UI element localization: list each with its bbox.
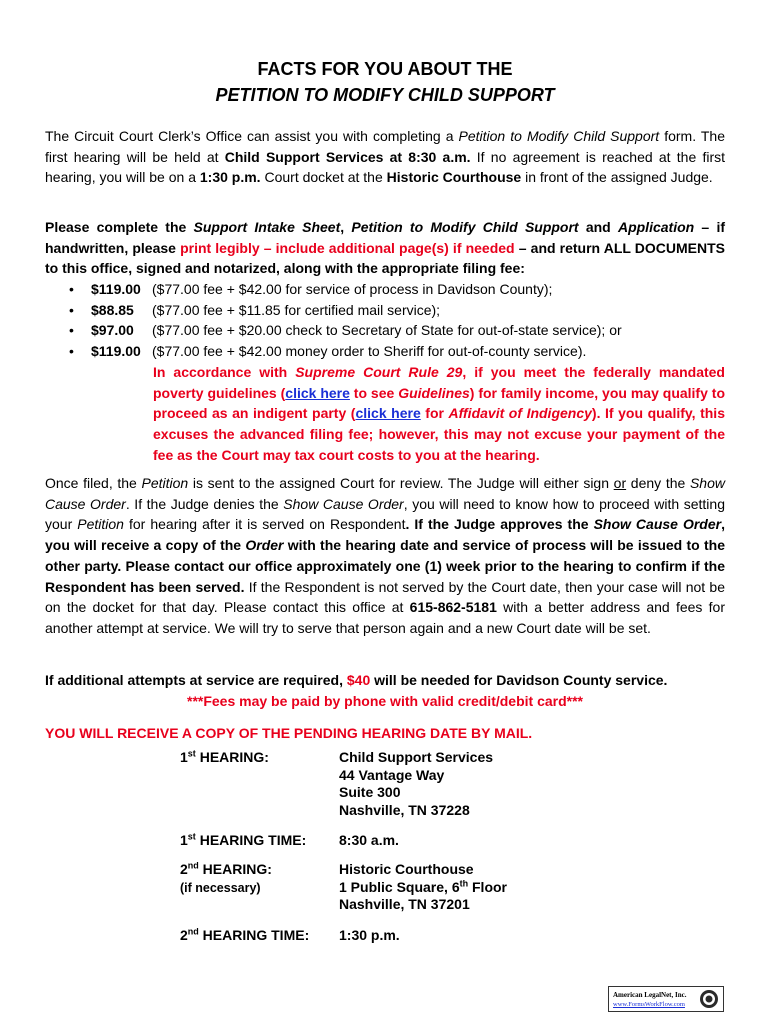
filing-paragraph: Once filed, the Petition is sent to the assigned Court for review. The Judge will either sign or deny the Show Cause Order. If the Judge denies the Show Cause Order, you will need to know how to proceed with setting your Petition for hearing after it is served on Respondent. If the Judge approves the Show Cause Order, you will receive a copy of the Order with the hearing date and service of process will be issued to the other party. Please contact our office approximately one (1) week prior to the hearing to confirm if the Respondent has been served. If the Respondent is not served by the Court date, then your case will not be on the docket for that day. Please contact this office at 615-862-5181 with a better address and fees for another attempt at service. We will try to serve that person again and a new Court date will be set.	[45, 475, 725, 636]
page-title: FACTS FOR YOU ABOUT THE	[257, 59, 513, 79]
list-item: • $88.85 ($77.00 fee + $11.85 for certified mail service);	[45, 300, 725, 321]
guidelines-link[interactable]: click here	[285, 384, 350, 401]
list-item: • $119.00 ($77.00 fee + $42.00 money order to Sheriff for out-of-county service).	[45, 341, 725, 362]
second-hearing-time: 1:30 p.m.	[339, 927, 400, 943]
instructions-paragraph: Please complete the Support Intake Sheet, Petition to Modify Child Support and Application – if handwritten, please print legibly – include additional page(s) if needed – and return ALL DOCUMENTS to this office, signed and notarized, along with the appropriate filing fee:	[45, 219, 726, 277]
second-hearing-location: Historic Courthouse 1 Public Square, 6th Floor Nashville, TN 37201	[339, 861, 507, 912]
mail-notice: YOU WILL RECEIVE A COPY OF THE PENDING HEARING DATE BY MAIL.	[45, 725, 533, 741]
seal-icon	[699, 989, 719, 1009]
second-hearing-time-label: 2nd HEARING TIME:	[180, 926, 310, 943]
affidavit-link[interactable]: click here	[355, 405, 421, 422]
first-hearing-time-label: 1st HEARING TIME:	[180, 831, 307, 848]
list-item: • $119.00 ($77.00 fee + $42.00 for service of process in Davidson County);	[45, 279, 725, 300]
second-hearing-label: 2nd HEARING: (if necessary)	[180, 860, 272, 895]
american-legalnet-logo[interactable]: American LegalNet, Inc. www.FormsWorkFlow.com	[608, 986, 724, 1012]
first-hearing-location: Child Support Services 44 Vantage Way Suite 300 Nashville, TN 37228	[339, 749, 494, 818]
indigency-notice: In accordance with Supreme Court Rule 29, if you meet the federally mandated poverty guidelines (click here to see Guidelines) for family income, you may qualify to proceed as an indigent party (click here for Affidavit of Indigency). If you qualify, this excuses the advanced filing fee; however, this may not excuse your payment of the fee as the Court may tax court costs to you at the hearing.	[153, 364, 725, 463]
list-item: • $97.00 ($77.00 fee + $20.00 check to Secretary of State for out-of-state service); or	[45, 320, 725, 341]
phone-payment-note: ***Fees may be paid by phone with valid credit/debit card***	[187, 693, 583, 709]
first-hearing-time: 8:30 a.m.	[339, 832, 399, 848]
page-subtitle: PETITION TO MODIFY CHILD SUPPORT	[215, 85, 555, 105]
additional-service-note: If additional attempts at service are required, $40 will be needed for Davidson County service.	[45, 672, 668, 688]
fee-list	[45, 279, 725, 362]
first-hearing-label: 1st HEARING:	[180, 748, 269, 765]
intro-paragraph: The Circuit Court Clerk’s Office can assist you with completing a Petition to Modify Child Support form. The first hearing will be held at Child Support Services at 8:30 a.m. If no agreement is reached at the first hearing, you will be on a 1:30 p.m. Court docket at the Historic Courthouse in front of the assigned Judge.	[45, 128, 726, 186]
